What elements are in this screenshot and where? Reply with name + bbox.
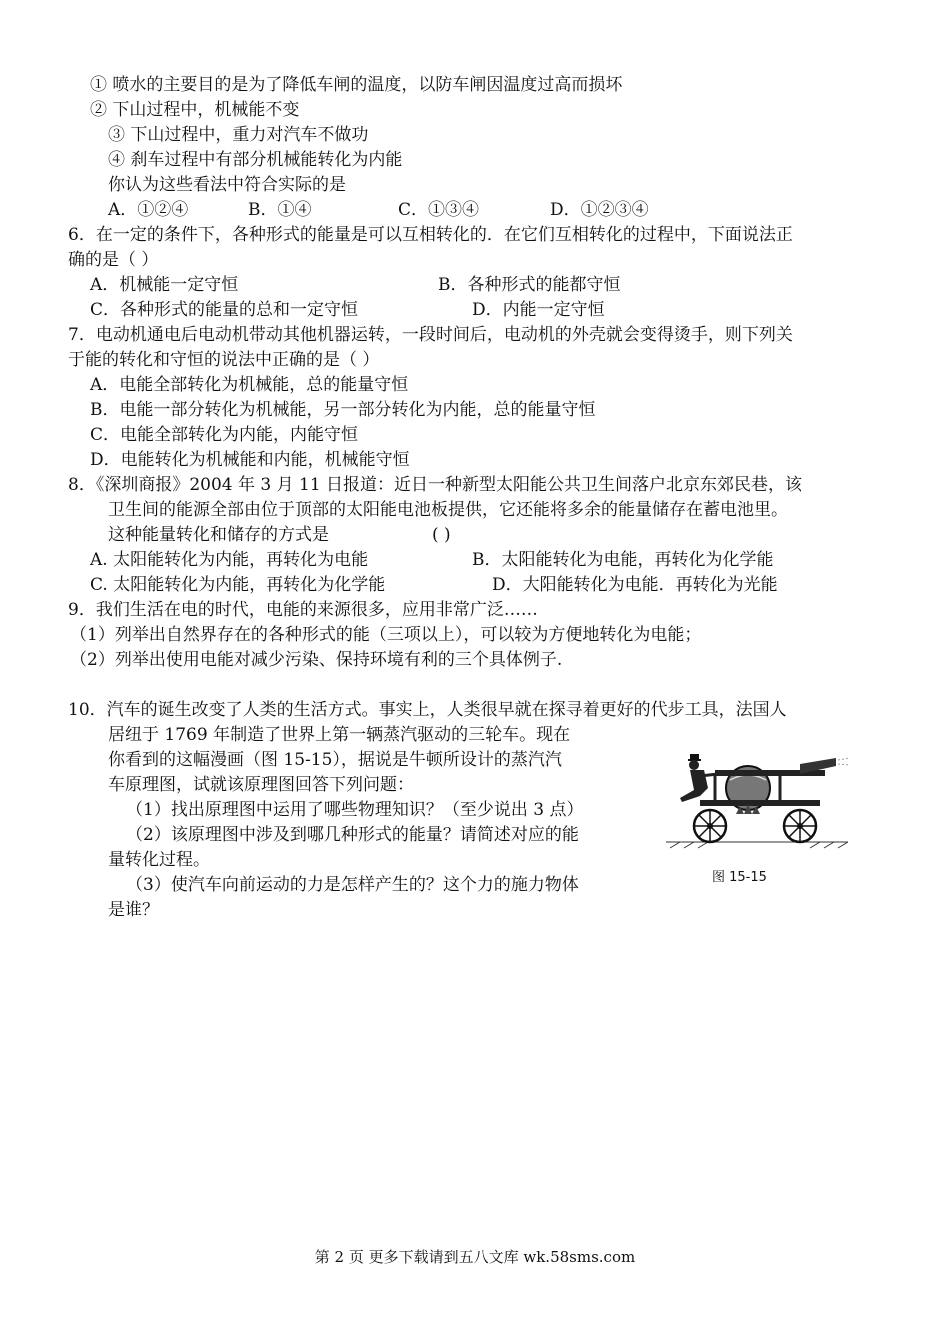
q6-option-a: A．机械能一定守恒: [90, 275, 239, 295]
q10-question-2-cont: 量转化过程。: [108, 850, 210, 870]
q6-option-b: B．各种形式的能都守恒: [438, 275, 621, 295]
q6-stem-line-2: 确的是（ ）: [68, 250, 159, 270]
q8-option-a: A. 太阳能转化为内能，再转化为电能: [90, 550, 369, 570]
q9-part-2: （2）列举出使用电能对减少污染、保持环境有利的三个具体例子.: [70, 650, 563, 670]
q6-option-c: C．各种形式的能量的总和一定守恒: [90, 300, 359, 320]
q7-stem-line-1: 7．电动机通电后电动机带动其他机器运转，一段时间后，电动机的外壳就会变得烫手，则下列关: [68, 325, 793, 345]
q5-statement-3: ③ 下山过程中，重力对汽车不做功: [108, 125, 369, 145]
figure-caption: 图 15-15: [712, 870, 767, 885]
q8-option-c: C. 太阳能转化为内能，再转化为化学能: [90, 575, 386, 595]
q6-option-d: D．内能一定守恒: [472, 300, 605, 320]
page-footer: 第 2 页 更多下载请到五八文库 wk.58sms.com: [314, 1248, 636, 1266]
q10-question-1: （1）找出原理图中运用了哪些物理知识？（至少说出 3 点）: [126, 800, 584, 820]
q9-stem: 9．我们生活在电的时代，电能的来源很多，应用非常广泛……: [68, 600, 538, 620]
q7-option-d: D．电能转化为机械能和内能，机械能守恒: [90, 450, 410, 470]
q8-option-b: B．太阳能转化为电能，再转化为化学能: [472, 550, 774, 570]
q7-option-c: C．电能全部转化为内能，内能守恒: [90, 425, 359, 445]
q9-part-1: （1）列举出自然界存在的各种形式的能（三项以上），可以较为方便地转化为电能；: [70, 625, 702, 645]
q5-option-b: B．①④: [248, 200, 312, 220]
q7-option-b: B．电能一部分转化为机械能，另一部分转化为内能，总的能量守恒: [90, 400, 596, 420]
q8-answer-paren: ( ): [432, 525, 451, 545]
q5-option-c: C．①③④: [398, 200, 480, 220]
q10-line-3: 你看到的这幅漫画（图 15-15），据说是牛顿所设计的蒸汽汽: [108, 750, 562, 770]
q8-stem-line-3: 这种能量转化和储存的方式是: [108, 525, 329, 545]
q8-option-d: D．大阳能转化为电能．再转化为光能: [492, 575, 778, 595]
q10-question-2: （2）该原理图中涉及到哪几种形式的能量？请简述对应的能: [126, 825, 579, 845]
q8-stem-line-2: 卫生间的能源全部由位于顶部的太阳能电池板提供，它还能将多余的能量储存在蓄电池里。: [108, 500, 788, 520]
q10-line-1: 10．汽车的诞生改变了人类的生活方式。事实上，人类很早就在探寻着更好的代步工具，法国人: [68, 700, 787, 720]
q10-line-2: 居纽于 1769 年制造了世界上第一辆蒸汽驱动的三轮车。现在: [108, 725, 571, 745]
q6-stem-line-1: 6．在一定的条件下，各种形式的能量是可以互相转化的．在它们互相转化的过程中，下面说法正: [68, 225, 793, 245]
q10-question-3-cont: 是谁？: [108, 900, 159, 920]
q7-option-a: A．电能全部转化为机械能，总的能量守恒: [90, 375, 409, 395]
q5-prompt: 你认为这些看法中符合实际的是: [108, 175, 346, 195]
q5-statement-4: ④ 刹车过程中有部分机械能转化为内能: [108, 150, 403, 170]
q7-stem-line-2: 于能的转化和守恒的说法中正确的是（ ）: [68, 350, 380, 370]
q5-statement-1: ① 喷水的主要目的是为了降低车闸的温度，以防车闸因温度过高而损坏: [90, 75, 623, 95]
q5-statement-2: ② 下山过程中，机械能不变: [90, 100, 300, 120]
q8-stem-line-1: 8．《深圳商报》2004 年 3 月 11 日报道：近日一种新型太阳能公共卫生间落户北京东郊民巷，该: [68, 475, 803, 495]
q10-line-4: 车原理图，试就该原理图回答下列问题：: [108, 775, 414, 795]
q10-question-3: （3）使汽车向前运动的力是怎样产生的？这个力的施力物体: [126, 875, 579, 895]
q5-option-a: A．①②④: [108, 200, 189, 220]
q5-option-d: D．①②③④: [550, 200, 649, 220]
